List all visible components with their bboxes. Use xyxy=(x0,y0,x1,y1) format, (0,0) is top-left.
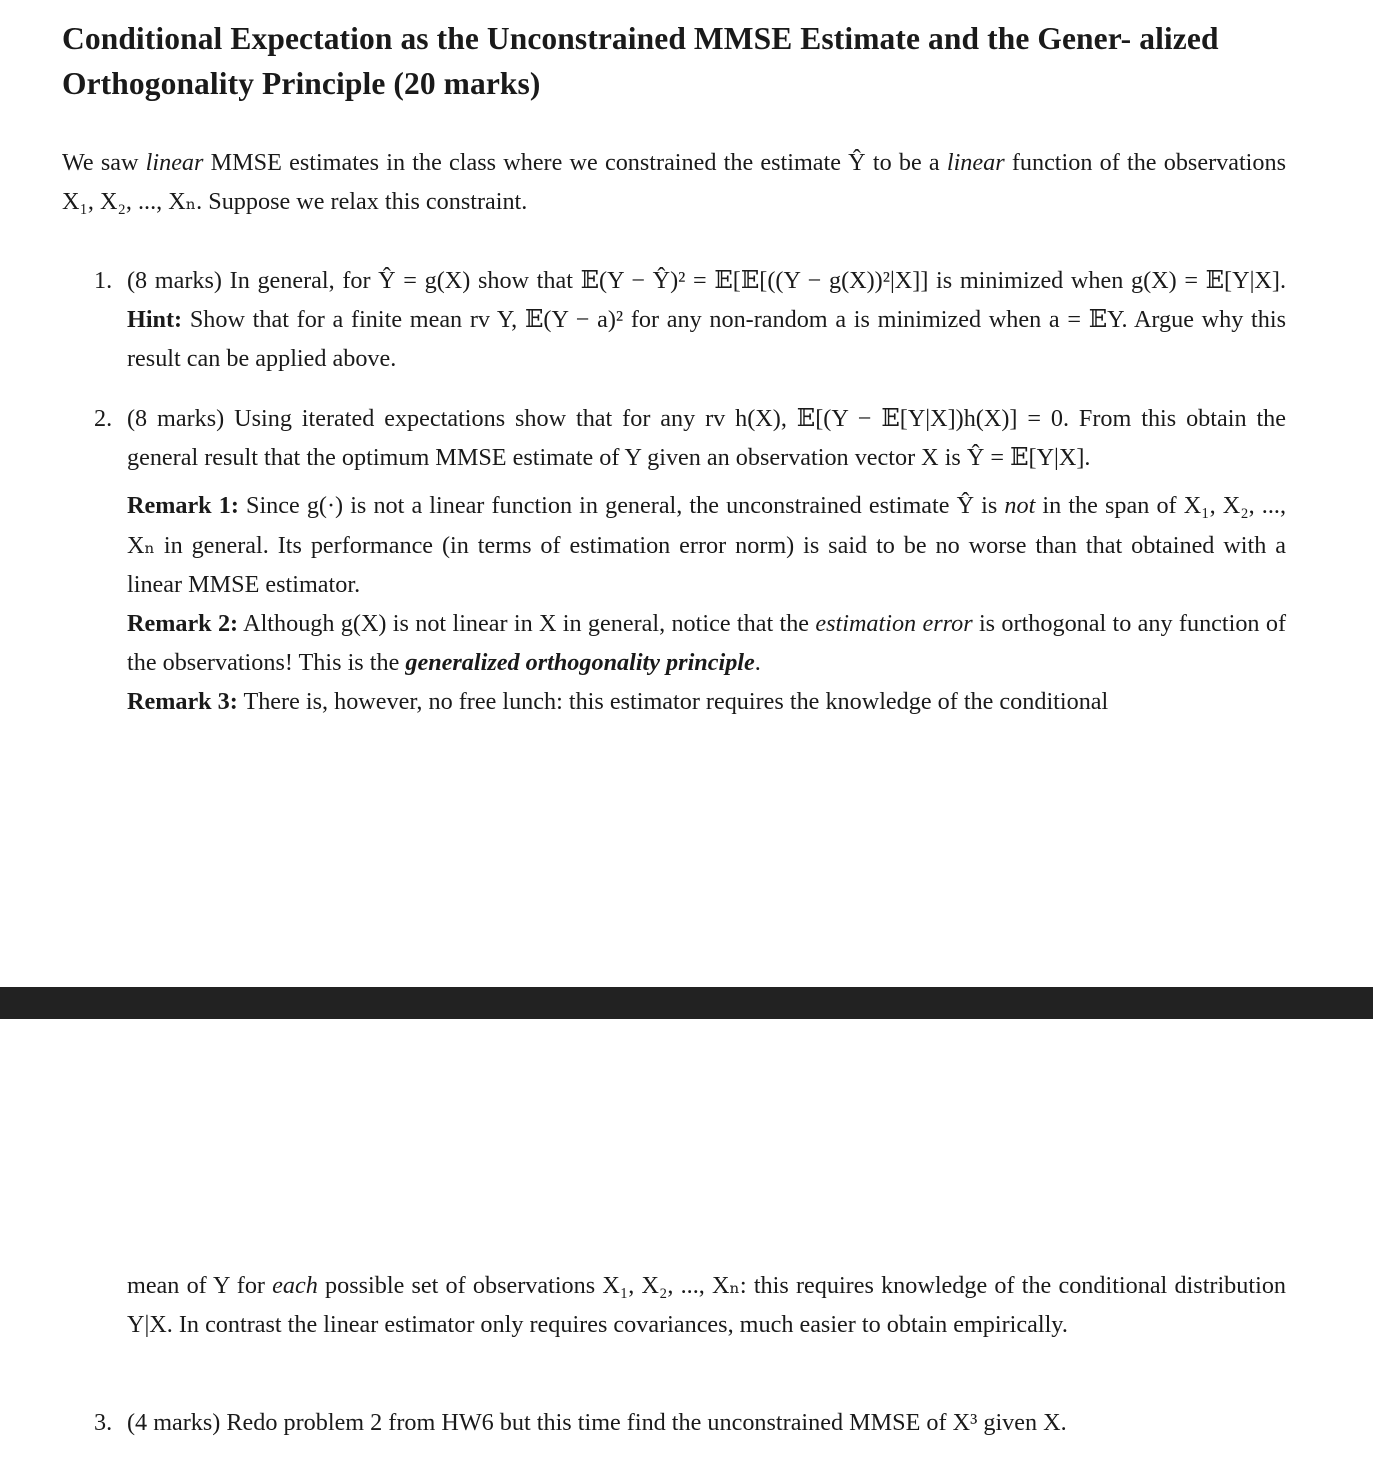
problem-3-text: (4 marks) Redo problem 2 from HW6 but this time find the unconstrained MMSE of X³ given X. xyxy=(127,1409,1067,1436)
remark-1: Remark 1: Since g(·) is not a linear function in general, the unconstrained estimate Ŷ is not in the span of X₁, X₂, ..., Xₙ in general. Its performance (in terms of estimation error norm) is said to be no worse than that obtained with a linear MMSE estimator. xyxy=(127,492,1286,598)
section-title: Conditional Expectation as the Unconstrained MMSE Estimate and the Gener- alized Orthogonality Principle (20 marks) xyxy=(62,21,1219,101)
problem-number: 1. xyxy=(94,267,113,294)
problem-2-text: (8 marks) Using iterated expectations show that for any rv h(X), 𝔼[(Y − 𝔼[Y|X])h(X)] = 0. From this obtain the general result that the optimum MMSE estimate of Y given an observation vector X is Ŷ = 𝔼[Y|X]. xyxy=(127,405,1286,472)
remark-2: Remark 2: Although g(X) is not linear in X in general, notice that the estimation error is orthogonal to any function of the observations! This is the generalized orthogonality principle. xyxy=(127,610,1286,677)
problem-number: 3. xyxy=(94,1409,113,1436)
intro-paragraph: We saw linear MMSE estimates in the class where we constrained the estimate Ŷ to be a linear function of the observations X₁, X₂, ..., Xₙ. Suppose we relax this constraint. xyxy=(62,149,1286,216)
problem-number: 2. xyxy=(94,405,113,432)
problem-1-text: (8 marks) In general, for Ŷ = g(X) show that 𝔼(Y − Ŷ)² = 𝔼[𝔼[((Y − g(X))²|X]] is minimized when g(X) = 𝔼[Y|X]. Hint: Show that for a finite mean rv Y, 𝔼(Y − a)² for any non-random a is minimized when a = 𝔼Y. Argue why this result can be applied above. xyxy=(127,267,1286,373)
page-break-divider xyxy=(0,987,1373,1019)
remark-3-start: Remark 3: There is, however, no free lunch: this estimator requires the knowledge of the conditional xyxy=(127,688,1109,716)
hint-label: Hint: xyxy=(127,306,183,334)
